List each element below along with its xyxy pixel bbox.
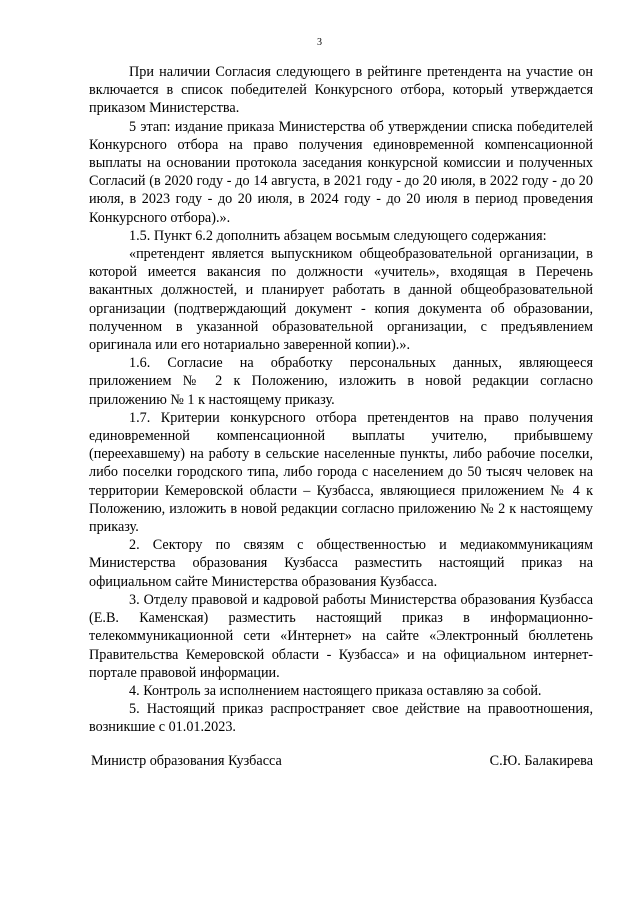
paragraph-consent-ranking: При наличии Согласия следующего в рейтинге претендента на участие он включается в список победителей Конкурсного отбора, который утверждается приказом Министерства. (89, 64, 593, 117)
paragraph-item-4: 4. Контроль за исполнением настоящего приказа оставляю за собой. (129, 682, 542, 699)
paragraph-item-1-5: 1.5. Пункт 6.2 дополнить абзацем восьмым следующего содержания: (129, 227, 547, 244)
paragraph-stage-5: 5 этап: издание приказа Министерства об утверждении списка победителей Конкурсного отбора на право получения единовременной компенсационной выплаты на основании протокола заседания конкурсной комиссии и полученных Согласий (в 2020 году - до 14 августа, в 2021 году - до 20 июля, в 2022 году - до 20 июля, в 2023 году - до 20 июля, в 2024 году - до 20 июля в период проведения Конкурсного отбора).». (89, 118, 593, 226)
paragraph-item-5: 5. Настоящий приказ распространяет свое действие на правоотношения, возникшие с 01.01.2023. (89, 701, 593, 736)
document-body (89, 63, 593, 737)
paragraph-item-3: 3. Отделу правовой и кадровой работы Министерства образования Кузбасса (Е.В. Каменская) разместить настоящий приказ в информационно-телекоммуникационной сети «Интернет» на сайте «Электронный бюллетень Правительства Кемеровской области - Кузбасса» и на официальном интернет-портале правовой информации. (89, 591, 593, 681)
paragraph-item-1-5-quote: «претендент является выпускником общеобразовательной организации, в которой имеется вакансия по должности «учитель», входящая в Перечень вакантных должностей, и планирует работать в данной общеобразовательной организации (подтверждающий документ - копия документа об образовании, полученном в указанной образовательной организации, с предъявлением оригинала или его нотариально заверенной копии).». (89, 246, 593, 354)
signatory-name: С.Ю. Балакирева (489, 753, 593, 769)
page-number: 3 (317, 37, 322, 48)
paragraph-item-2: 2. Сектору по связям с общественностью и медиакоммуникациям Министерства образования Кузбасса разместить настоящий приказ на официальном сайте Министерства образования Кузбасса. (89, 537, 593, 590)
paragraph-item-1-6: 1.6. Согласие на обработку персональных данных, являющееся приложением № 2 к Положению, изложить в новой редакции согласно приложению № 1 к настоящему приказу. (89, 355, 593, 408)
paragraph-item-1-7: 1.7. Критерии конкурсного отбора претендентов на право получения единовременной компенсационной выплаты учителю, прибывшему (переехавшему) на работу в сельские населенные пункты, либо рабочие поселки, либо поселки городского типа, либо города с населением до 50 тысяч человек на территории Кемеровской области – Кузбасса, являющиеся приложением № 4 к Положению, изложить в новой редакции согласно приложению № 2 к настоящему приказу. (89, 409, 593, 536)
signatory-position: Министр образования Кузбасса (91, 753, 282, 769)
signature-block (91, 752, 593, 770)
